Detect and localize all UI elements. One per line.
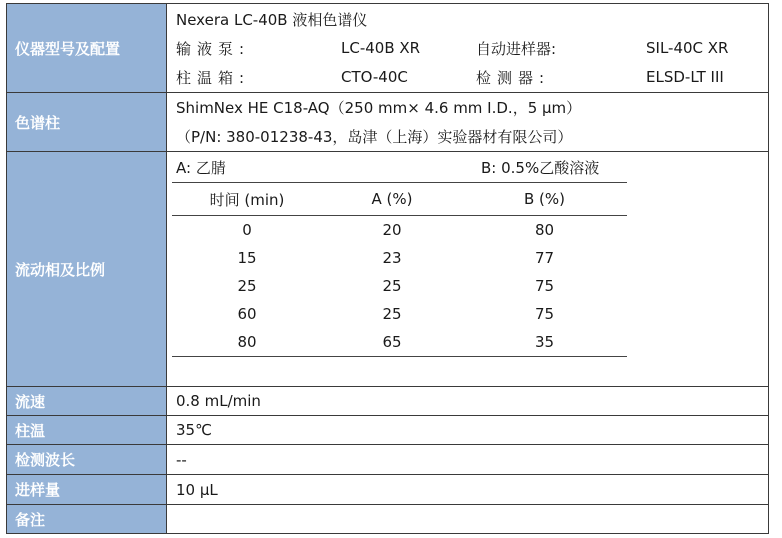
wavelength-row bbox=[7, 445, 769, 475]
gradient-table bbox=[172, 182, 627, 357]
mobile-phase-cell bbox=[167, 152, 769, 387]
phase-definitions bbox=[176, 152, 768, 182]
flow-rate-label: 流速 bbox=[7, 387, 167, 416]
gradient-a: 20 bbox=[382, 221, 402, 239]
gradient-a: 25 bbox=[382, 277, 402, 295]
column-spec: ShimNex HE C18-AQ（250 mm× 4.6 mm I.D.，5 μm） bbox=[176, 99, 582, 117]
gradient-row bbox=[172, 216, 627, 245]
gradient-b: 35 bbox=[462, 328, 627, 357]
column-label: 色谱柱 bbox=[7, 93, 167, 152]
instrument-cell bbox=[167, 4, 769, 93]
gradient-header-b: B (%) bbox=[462, 183, 627, 216]
remarks-label: 备注 bbox=[7, 505, 167, 534]
component-name: 输液泵: bbox=[176, 39, 251, 58]
gradient-header bbox=[172, 183, 627, 216]
injection-label: 进样量 bbox=[7, 475, 167, 505]
gradient-time: 80 bbox=[172, 328, 322, 357]
component-value: SIL-40C XR bbox=[646, 39, 729, 57]
gradient-time: 25 bbox=[237, 277, 257, 295]
gradient-row bbox=[172, 328, 627, 357]
mobile-phase-row bbox=[7, 152, 769, 387]
component-name: 自动进样器: bbox=[476, 39, 557, 58]
remarks-row bbox=[7, 505, 769, 534]
column-part-number: （P/N: 380-01238-43，岛津（上海）实验器材有限公司） bbox=[176, 128, 573, 146]
gradient-time: 0 bbox=[242, 221, 252, 239]
column-row bbox=[7, 93, 769, 152]
gradient-row bbox=[172, 300, 627, 328]
gradient-a: 25 bbox=[382, 305, 402, 323]
gradient-b: 75 bbox=[534, 305, 555, 323]
component-value: ELSD-LT III bbox=[646, 68, 724, 86]
column-temp-row bbox=[7, 416, 769, 445]
wavelength-label: 检测波长 bbox=[7, 445, 167, 475]
flow-rate-row bbox=[7, 387, 769, 416]
gradient-header-a: A (%) bbox=[322, 183, 462, 216]
wavelength-value: -- bbox=[167, 445, 769, 475]
gradient-row bbox=[172, 244, 627, 272]
injection-row bbox=[7, 475, 769, 505]
gradient-b: 75 bbox=[534, 277, 555, 295]
component-name: 柱温箱: bbox=[176, 68, 251, 87]
injection-value: 10 μL bbox=[167, 475, 769, 505]
gradient-time: 15 bbox=[237, 249, 257, 267]
component-name: 检测器: bbox=[476, 68, 551, 87]
gradient-a: 23 bbox=[382, 249, 402, 267]
flow-rate-value: 0.8 mL/min bbox=[167, 387, 769, 416]
remarks-value bbox=[167, 505, 769, 534]
gradient-b: 80 bbox=[534, 221, 555, 239]
component-value: LC-40B XR bbox=[341, 39, 421, 57]
component-value: CTO-40C bbox=[341, 68, 408, 86]
gradient-row bbox=[172, 272, 627, 300]
gradient-header-time: 时间 (min) bbox=[172, 183, 322, 216]
gradient-b: 77 bbox=[534, 249, 555, 267]
column-cell bbox=[167, 93, 769, 152]
component-row bbox=[176, 34, 768, 63]
instrument-model: Nexera LC-40B 液相色谱仪 bbox=[176, 10, 368, 29]
phase-a: A: 乙腈 bbox=[176, 158, 226, 177]
component-row bbox=[176, 63, 768, 92]
column-temp-value: 35℃ bbox=[167, 416, 769, 445]
instrument-label: 仪器型号及配置 bbox=[7, 4, 167, 93]
mobile-phase-label: 流动相及比例 bbox=[7, 152, 167, 387]
phase-b: B: 0.5%乙酸溶液 bbox=[481, 158, 600, 177]
gradient-a: 65 bbox=[322, 328, 462, 357]
column-temp-label: 柱温 bbox=[7, 416, 167, 445]
gradient-time: 60 bbox=[237, 305, 257, 323]
instrument-row bbox=[7, 4, 769, 93]
method-table bbox=[6, 3, 769, 534]
